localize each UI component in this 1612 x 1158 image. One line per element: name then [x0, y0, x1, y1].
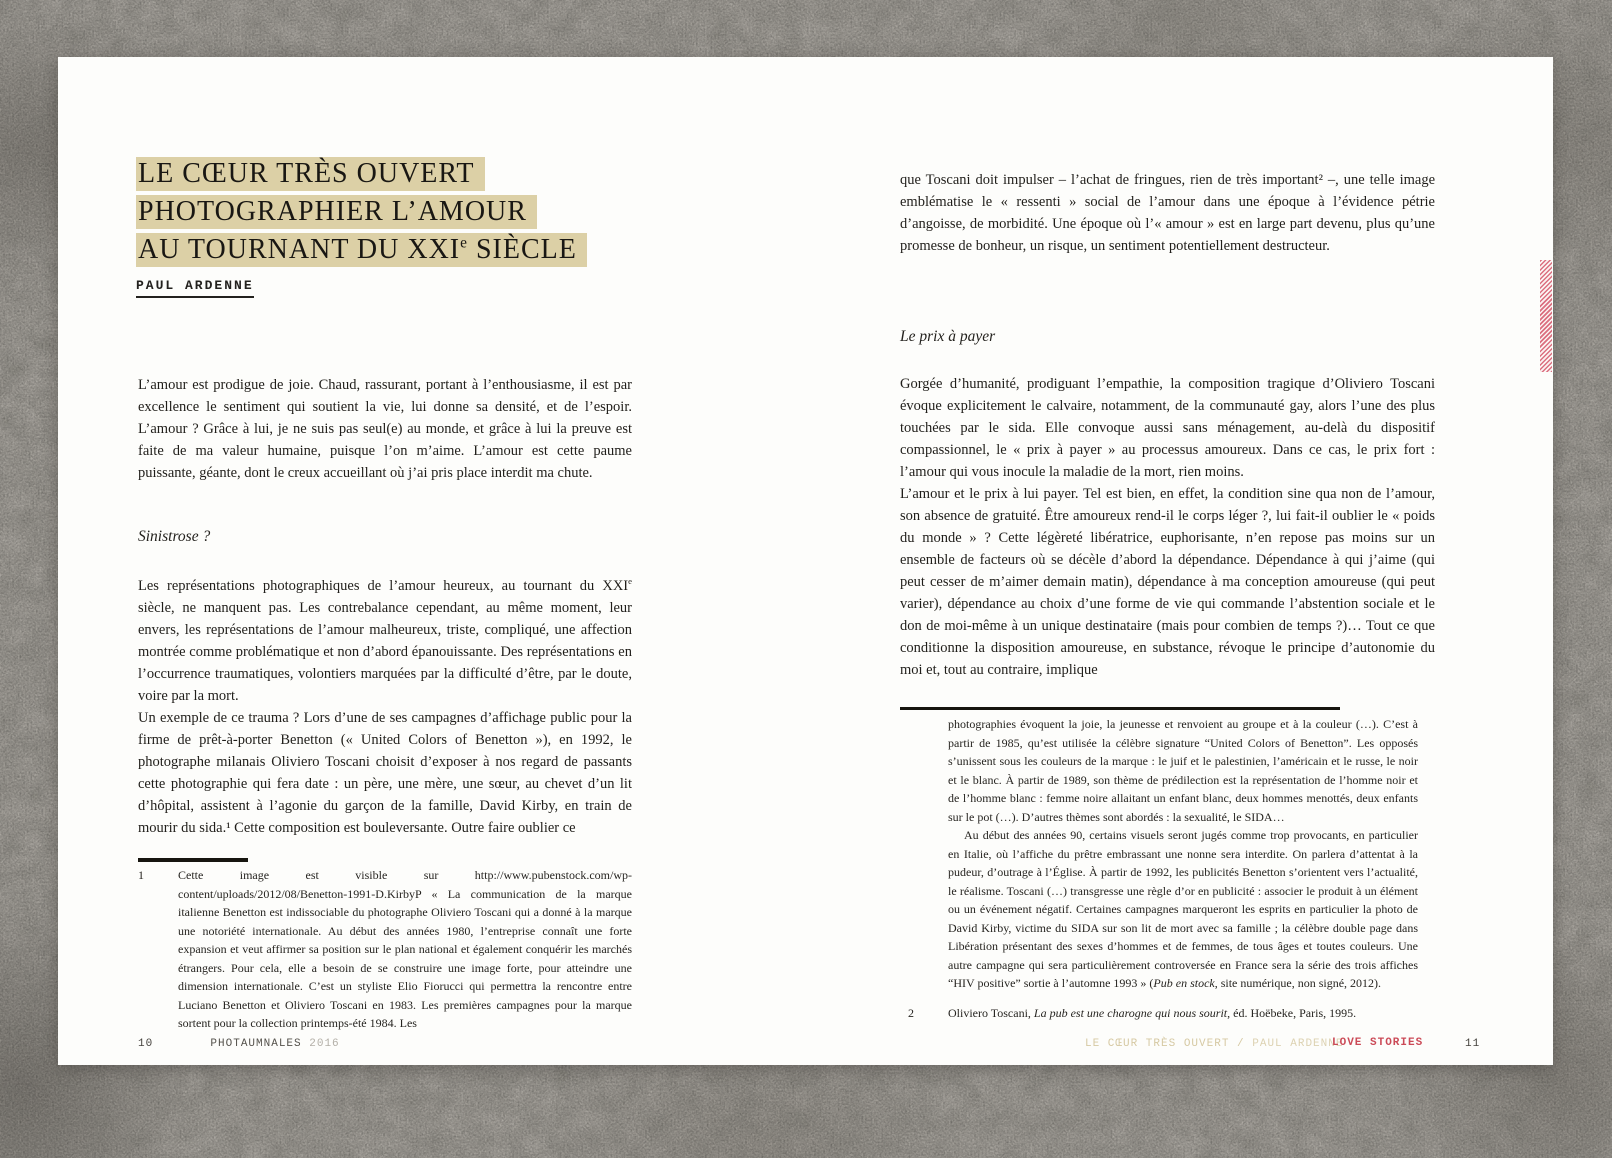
body-paragraph-toscani: que Toscani doit impulser – l’achat de fringues, rien de très important² –, une telle image emblématise le « ressenti » social de l’amour dans une époque à l’évidence pétrie d’angoisse, de morbidité. Une époque où l’« amour » est en large part devenu, plus qu’une promesse de bonheur, un risque, un sentiment potentiellement destructeur.	[900, 172, 1435, 254]
body-paragraph-benetton: Un exemple de ce trauma ? Lors d’une de ses campagnes d’affichage public pour la firme de prêt-à-porter Benetton (« United Colors of Benetton »), en 1992, le photographe milanais Oliviero Toscani choisit d’exposer à nos regard de passants cette photographie qui fera date : un père, une mère, une sœur, au chevet d’un lit d’hôpital, assistent à l’agonie du garçon de la famille, David Kirby, en train de mourir du sida.¹ Cette composition est bouleversante. Outre faire oublier ce	[138, 710, 632, 836]
title-ordinal-superscript: e	[460, 234, 468, 252]
publication-year: 2016	[309, 1038, 340, 1050]
right-footnotes	[908, 715, 1418, 1022]
footnote-2-pre: Oliviero Toscani,	[948, 1005, 1034, 1020]
book-spread	[58, 57, 1553, 1065]
right-body-paragraphs	[900, 373, 1435, 681]
footnote-1-continuation	[948, 715, 1418, 993]
footnote-1-number: 1	[138, 868, 144, 882]
article-title	[136, 157, 587, 271]
publication-name: PHOTAUMNALES	[210, 1038, 302, 1050]
title-line-2-text: PHOTOGRAPHIER L’AMOUR	[138, 196, 527, 227]
series-label: LOVE STORIES	[1332, 1037, 1424, 1049]
page-number-left: 10	[138, 1038, 154, 1050]
title-line-3	[136, 233, 587, 267]
footnote-rule-right	[900, 707, 1340, 710]
page-footer-left	[138, 1038, 340, 1050]
title-line-1	[136, 157, 485, 191]
footnote-rule-left	[138, 858, 248, 862]
paragraph-text-end: siècle, ne manquent pas. Les contrebalance cependant, au même moment, leur envers, les représentations de l’amour malheureux, triste, compliqué, une affection montrée comme problématique et non d’abord épanouissante. Des représentations en l’occurrence traumatiques, volontiers marquées par la difficulté d’être, par le doute, voire par la mort.	[138, 600, 632, 704]
section-heading-prix: Le prix à payer	[900, 328, 996, 345]
century-ordinal-superscript: e	[628, 576, 632, 587]
title-line-3-text: AU TOURNANT DU XXI	[138, 234, 461, 265]
section-heading-sinistrose: Sinistrose ?	[138, 528, 211, 545]
footnote-continuation-para-a: photographies évoquent la joie, la jeunesse et renvoient au groupe et à la couleur (…). C’est à partir de 1985, qu’est utilisée la célèbre signature “United Colors of Benetton”. Les opposés s’unissent sous les couleurs de la marque : le juif et le palestinien, l’américain et le russe, le noir et le blanc. À partir de 1989, son thème de prédilection est la représentation de l’homme noir et de l’homme blanc : femme noire allaitant un enfant blanc, deux hommes menottés, deux enfants sur le pot (…). D’autres thèmes sont abordés : la sexualité, le SIDA…	[948, 717, 1418, 824]
body-paragraph-gorgee: Gorgée d’humanité, prodiguant l’empathie, la composition tragique d’Oliviero Toscani évoque explicitement le calvaire, notamment, de la communauté gay, alors l’une des plus touchées par le sida. Elle convoque aussi sans ménagement, au-delà du dispositif compassionnel, le « prix à payer » au processus amoureux. Dans ce cas, le prix fort : l’amour qui vous inocule la maladie de la mort, rien moins.	[900, 376, 1435, 480]
footnote-1-text: Cette image est visible sur http://www.pubenstock.com/wp-content/uploads/2012/08/Benetton-1991-D.KirbyP « La communication de la marque italienne Benetton est indissociable du photographe Oliviero Toscani qui a donné à la marque une notoriété internationale. Au début des années 1980, l’entreprise connaît une forte expansion et veut affirmer sa position sur le plan national et également conquérir les marchés étrangers. Pour cela, elle a besoin de se construire une image forte, pour atteindre une dimension internationale. C’est un styliste Elio Fiorucci qui permettra la rencontre entre Luciano Benetton et Oliviero Toscani en 1983. Les premières campagnes pour la marque sortent pour la collection printemps-été 1984. Les	[178, 868, 632, 1030]
footnote-1	[138, 866, 632, 1033]
footnote-2-post: , éd. Hoëbeke, Paris, 1995.	[1227, 1005, 1357, 1020]
footnote-text-end: , site numérique, non signé, 2012).	[1214, 976, 1382, 990]
author-name: PAUL ARDENNE	[136, 278, 254, 298]
title-line-3-text-end: SIÈCLE	[467, 234, 577, 265]
body-paragraph-dependance: L’amour et le prix à lui payer. Tel est bien, en effet, la condition sine qua non de l’amour, son absence de gratuité. Être amoureux rend-il le corps léger ?, lui fait-il oublier le « poids du monde » ? Cette légèreté libératrice, euphorisante, n’en repose pas moins sur un ensemble de facteurs où se décèle d’abord la dépendance. Dépendance à qui j’aime (qui peut cesser de m’aimer demain matin), dépendance à ma conception amoureuse (qui peut varier), dépendance au choix d’une forme de vie qui commande l’abstention sociale et le don de moi-même à un unique destinataire (mais pour combien de temps ?)… Tout ce que conditionne la disposition amoureuse, en substance, révoque le principe d’autonomie du moi et, tout au contraire, implique	[900, 486, 1435, 678]
footnote-2	[908, 1004, 1418, 1023]
page-number-right: 11	[1465, 1038, 1481, 1050]
footnote-italic-source: Pub en stock	[1153, 976, 1215, 990]
footnote-2-number: 2	[908, 1005, 914, 1020]
footnote-2-book-title: La pub est une charogne qui nous sourit	[1033, 1005, 1228, 1020]
footnote-2-text	[948, 1004, 1418, 1023]
title-line-1-text: LE CŒUR TRÈS OUVERT	[138, 158, 475, 189]
intro-paragraph-block	[138, 374, 632, 484]
intro-paragraph: L’amour est prodigue de joie. Chaud, rassurant, portant à l’enthousiasme, il est par excellence le sentiment qui soutient la vie, lui donne sa densité, et de l’espoir. L’amour ? Grâce à lui, je ne suis pas seul(e) au monde, et grâce à lui la preuve est faite de ma valeur humaine, puisque l’on m’aime. L’amour est cette paume puissante, géante, dont le creux accueillant où j’ai pris place interdit ma chute.	[138, 377, 632, 481]
title-line-2	[136, 195, 537, 229]
running-head-article: LE CŒUR TRÈS OUVERT	[1085, 1038, 1230, 1050]
paragraph-text: Les représentations photographiques de l’amour heureux, au tournant du XXI	[138, 578, 629, 594]
right-paragraph-1-block	[900, 169, 1435, 257]
footnote-continuation-para-b	[948, 826, 1418, 993]
footnote-text: Au début des années 90, certains visuels seront jugés comme trop provocants, en particulier en Italie, où l’affiche du prêtre embrassant une nonne sera interdite. On parlera d’attentat à la pudeur, d’outrage à l’Église. À partir de 1992, les publicités Benetton s’orientent vers l’actualité, le réalisme. Toscani (…) transgresse une règle d’or en publicité : associer le produit à un élément ou un événement négatif. Certaines campagnes marqueront les esprits en particulier la photo de David Kirby, victime du SIDA sur son lit de mort avec sa famille ; la célèbre double page dans Libération présentant des sexes d’hommes et de femmes, de tous âges et toutes couleurs. Une autre campagne qui sera particulièrement controversée en France sera la série des trois affiches “HIV positive” sortie à l’automne 1993 » (	[948, 828, 1418, 990]
running-head-right	[1085, 1038, 1343, 1050]
running-head-separator: /	[1237, 1038, 1245, 1050]
left-body-paragraphs	[138, 575, 632, 839]
bookmark-ribbon	[1540, 260, 1552, 372]
body-paragraph-representations	[138, 575, 632, 707]
footnote-1-row	[138, 866, 632, 1033]
running-head-author: PAUL ARDENNE	[1252, 1038, 1344, 1050]
